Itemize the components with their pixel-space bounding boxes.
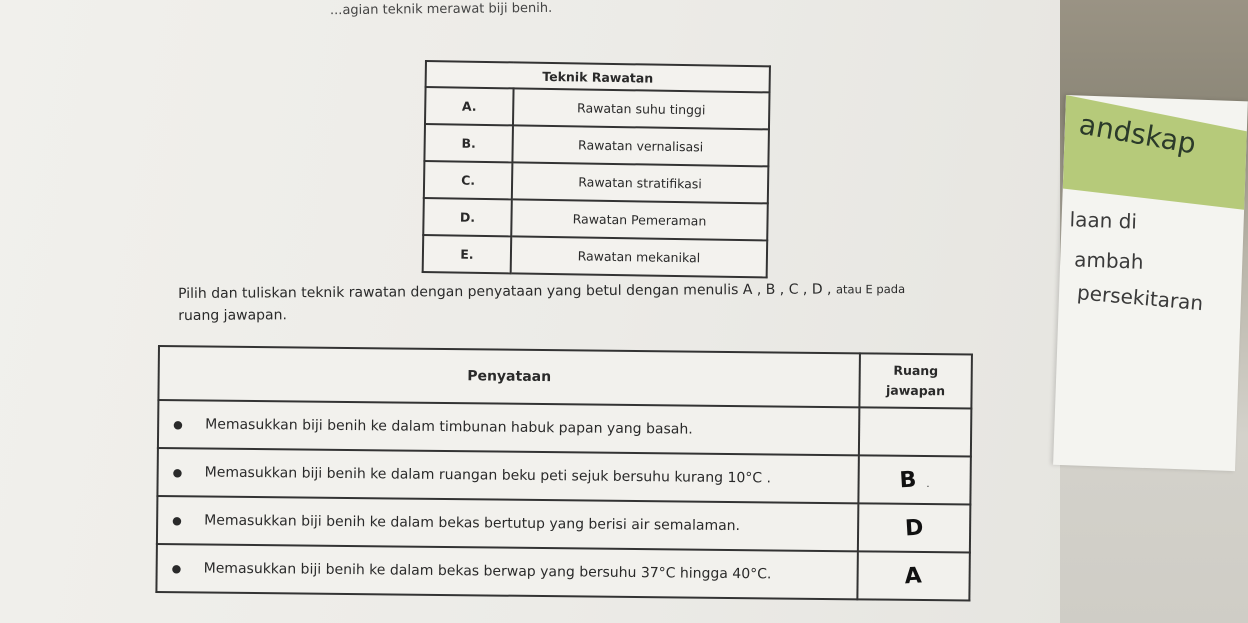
table-row (424, 124, 769, 166)
table-row (425, 87, 770, 129)
answer-cell[interactable] (858, 455, 970, 504)
answer-extra: . (926, 478, 930, 490)
technique-value: Rawatan Pemeraman (511, 199, 768, 240)
technique-key: A. (425, 87, 514, 125)
technique-table-header: Teknik Rawatan (426, 61, 770, 92)
statement-cell (156, 544, 857, 599)
adjacent-page-word-4: persekitaran (1076, 280, 1205, 316)
answer-text: D (904, 514, 924, 541)
statement-header: Penyataan (158, 346, 860, 407)
bullet-icon: ● (173, 418, 183, 432)
instruction-main: Pilih dan tuliskan teknik rawatan dengan penyataan yang betul dengan menulis A , B , C , D , (178, 281, 836, 302)
statement-text: Memasukkan biji benih ke dalam bekas berwap yang bersuhu 37°C hingga 40°C. (203, 560, 772, 583)
technique-value: Rawatan stratifikasi (512, 162, 769, 203)
question-table (155, 345, 973, 602)
table-row (157, 448, 970, 505)
table-row (423, 198, 768, 240)
adjacent-page (1053, 95, 1248, 471)
technique-table (422, 60, 771, 278)
adjacent-page-word-1: andskap (1076, 107, 1199, 161)
table-row (158, 400, 971, 457)
statement-text: Memasukkan biji benih ke dalam bekas bertutup yang berisi air semalaman. (204, 512, 741, 535)
instruction-small: atau E pada (835, 281, 906, 297)
table-row (156, 544, 969, 601)
instruction-line2: ruang jawapan. (178, 307, 288, 324)
technique-key: E. (423, 235, 512, 273)
technique-key: C. (424, 161, 513, 199)
technique-value: Rawatan suhu tinggi (513, 88, 770, 129)
bullet-icon: ● (172, 466, 183, 480)
answer-text: A (904, 562, 923, 589)
statement-cell (158, 400, 859, 455)
statement-cell (157, 448, 858, 503)
statement-text: Memasukkan biji benih ke dalam ruangan beku peti sejuk bersuhu kurang 10°C . (204, 464, 772, 487)
answer-text: B (898, 466, 918, 493)
answer-header (859, 353, 972, 408)
adjacent-page-word-3: ambah (1073, 247, 1145, 274)
statement-cell (157, 496, 858, 551)
technique-key: B. (424, 124, 513, 162)
table-row (423, 235, 768, 277)
table-row (157, 496, 970, 553)
answer-header-line2: jawapan (885, 382, 946, 399)
statement-text: Memasukkan biji benih ke dalam timbunan habuk papan yang basah. (205, 416, 693, 438)
answer-cell[interactable] (857, 551, 969, 600)
instruction-text (178, 277, 1038, 327)
answer-cell[interactable] (858, 503, 970, 552)
bullet-icon: ● (172, 514, 182, 528)
table-row (424, 161, 769, 203)
answer-cell[interactable] (859, 407, 971, 456)
technique-value: Rawatan vernalisasi (512, 125, 769, 166)
bullet-icon: ● (171, 562, 182, 576)
adjacent-page-word-2: laan di (1069, 207, 1138, 234)
section-heading: ...agian teknik merawat biji benih. (329, 0, 553, 19)
technique-value: Rawatan mekanikal (511, 236, 768, 277)
technique-key: D. (423, 198, 512, 236)
answer-header-line1: Ruang (893, 362, 939, 379)
